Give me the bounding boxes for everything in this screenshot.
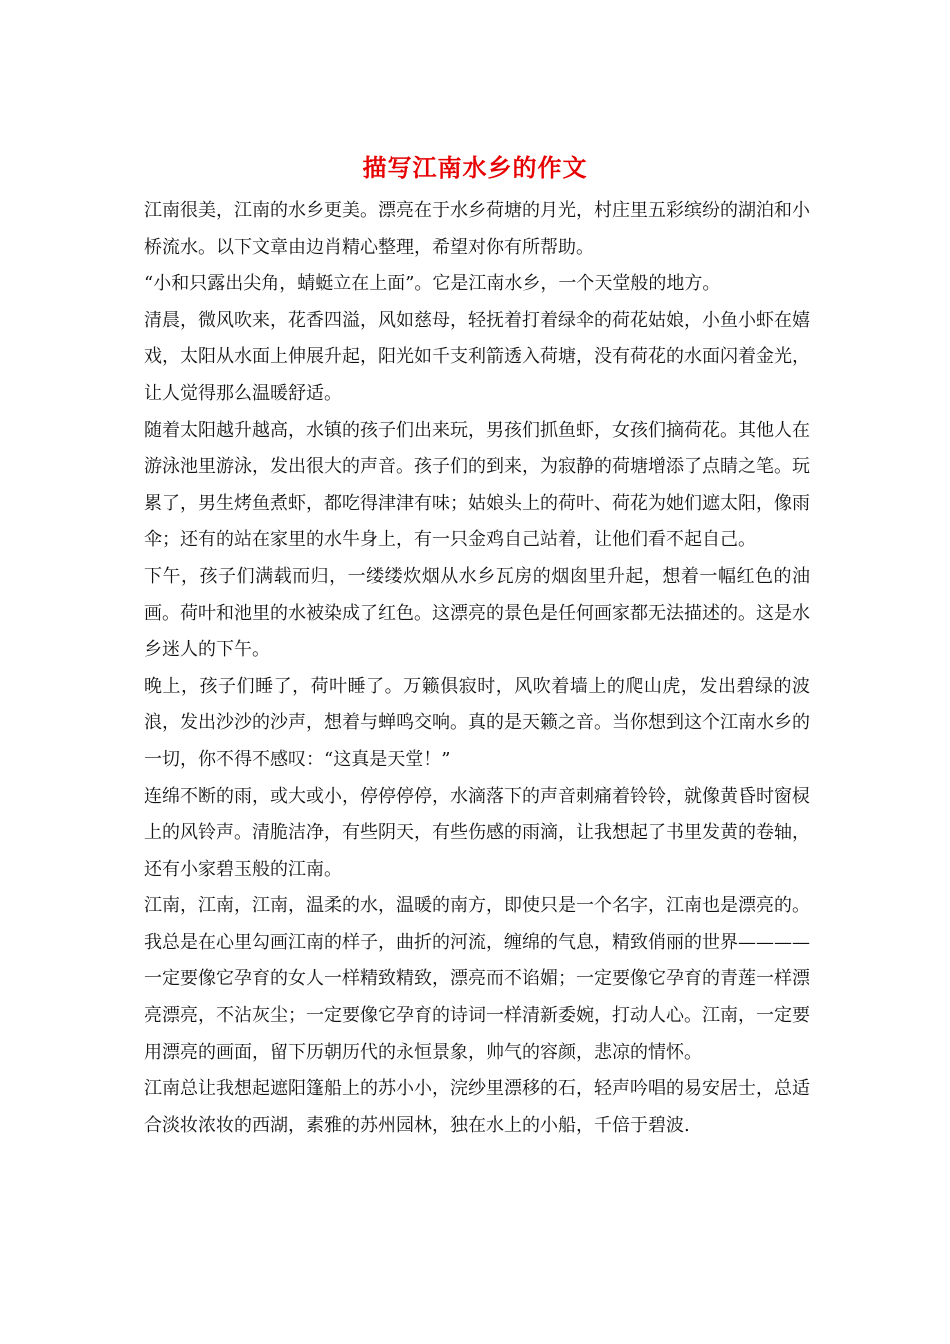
paragraph-3: 清晨，微风吹来，花香四溢，风如慈母，轻抚着打着绿伞的荷花姑娘，小鱼小虾在嬉戏，太阳从水面上伸展升起，阳光如千支利箭透入荷塘，没有荷花的水面闪着金光，让人觉得那么温暖舒适。 bbox=[144, 309, 810, 404]
article-body bbox=[144, 193, 810, 1144]
paragraph-8: 江南，江南，江南，温柔的水，温暖的南方，即使只是一个名字，江南也是漂亮的。我总是在心里勾画江南的样子，曲折的河流，缠绵的气息，精致俏丽的世界————一定要像它孕育的女人一样精致精致，漂亮而不谄媚；一定要像它孕育的青莲一样漂亮漂亮，不沾灰尘；一定要像它孕育的诗词一样清新委婉，打动人心。江南，一定要用漂亮的画面，留下历朝历代的永恒景象，帅气的容颜，悲凉的情怀。 bbox=[144, 895, 810, 1063]
paragraph-1: 江南很美，江南的水乡更美。漂亮在于水乡荷塘的月光，村庄里五彩缤纷的湖泊和小桥流水。以下文章由边肖精心整理，希望对你有所帮助。 bbox=[144, 200, 810, 258]
page-title: 描写江南水乡的作文 bbox=[362, 153, 588, 182]
paragraph-6: 晚上，孩子们睡了，荷叶睡了。万籁俱寂时，风吹着墙上的爬山虎，发出碧绿的波浪，发出沙沙的沙声，想着与蝉鸣交响。真的是天籁之音。当你想到这个江南水乡的一切，你不得不感叹：“这真是天堂！” bbox=[144, 675, 810, 770]
paragraph-9: 江南总让我想起遮阳篷船上的苏小小，浣纱里漂移的石，轻声吟唱的易安居士，总适合淡妆浓妆的西湖，素雅的苏州园林，独在水上的小船，千倍于碧波. bbox=[144, 1078, 810, 1136]
paragraph-2: “小和只露出尖角，蜻蜓立在上面”。它是江南水乡，一个天堂般的地方。 bbox=[144, 273, 721, 295]
paragraph-4: 随着太阳越升越高，水镇的孩子们出来玩，男孩们抓鱼虾，女孩们摘荷花。其他人在游泳池里游泳，发出很大的声音。孩子们的到来，为寂静的荷塘增添了点睛之笔。玩累了，男生烤鱼煮虾，都吃得津津有味；姑娘头上的荷叶、荷花为她们遮太阳，像雨伞；还有的站在家里的水牛身上，有一只金鸡自己站着，让他们看不起自己。 bbox=[144, 419, 810, 551]
paragraph-5: 下午，孩子们满载而归，一缕缕炊烟从水乡瓦房的烟囱里升起，想着一幅红色的油画。荷叶和池里的水被染成了红色。这漂亮的景色是任何画家都无法描述的。这是水乡迷人的下午。 bbox=[144, 565, 810, 661]
paragraph-7: 连绵不断的雨，或大或小，停停停停，水滴落下的声音刺痛着铃铃，就像黄昏时窗棂上的风铃声。清脆洁净，有些阴天，有些伤感的雨滴，让我想起了书里发黄的卷轴，还有小家碧玉般的江南。 bbox=[144, 785, 810, 880]
